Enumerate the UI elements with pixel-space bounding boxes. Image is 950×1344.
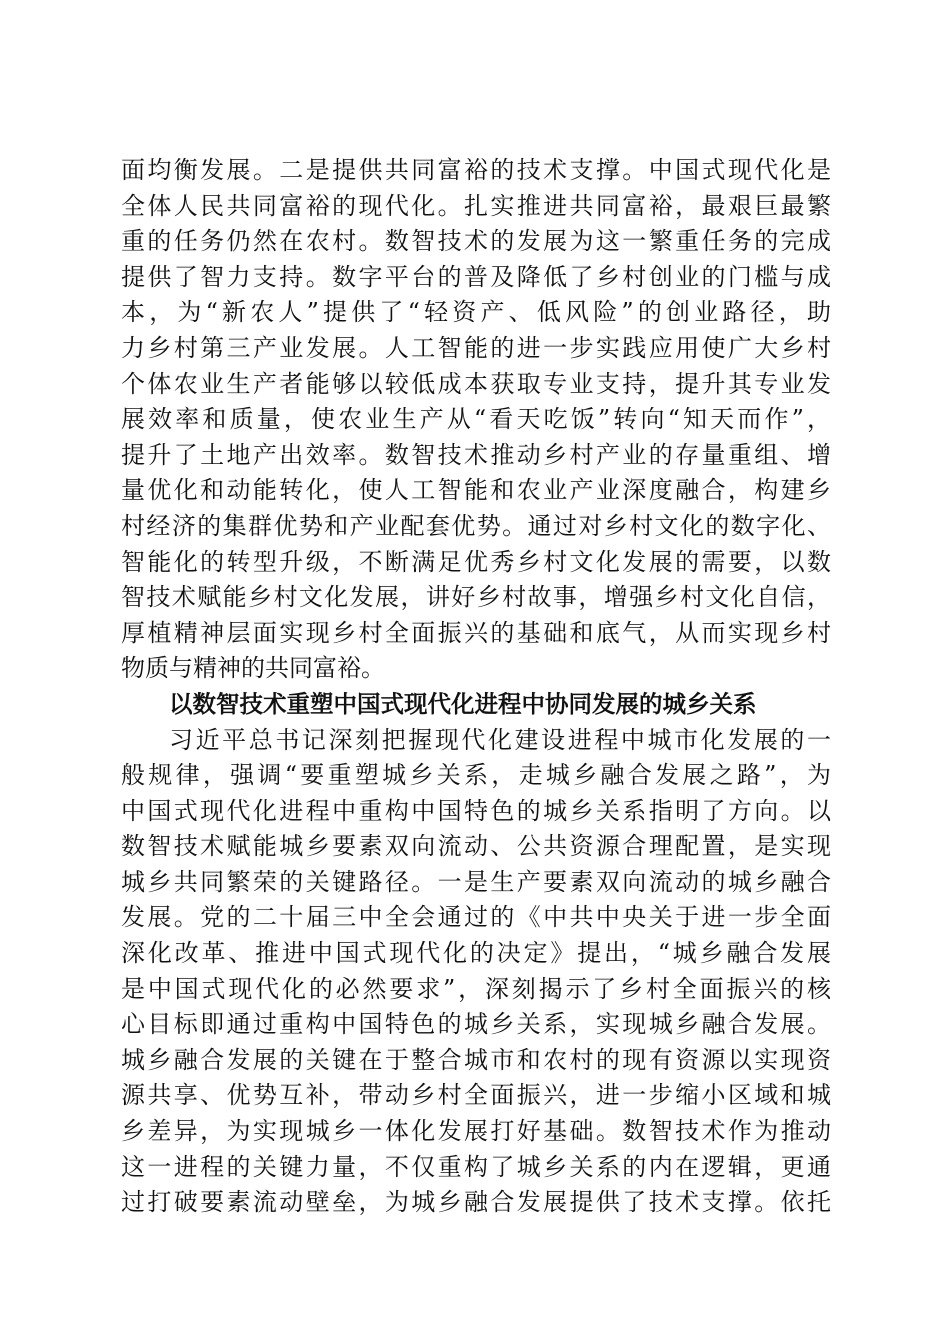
paragraph-line: 量优化和动能转化，使人工智能和农业产业深度融合，构建乡 <box>121 476 831 505</box>
paragraph-line: 中国式现代化进程中重构中国特色的城乡关系指明了方向。以 <box>121 796 831 825</box>
paragraph-line: 这一进程的关键力量，不仅重构了城乡关系的内在逻辑，更通 <box>121 1152 831 1181</box>
paragraph-line: 个体农业生产者能够以较低成本获取专业支持，提升其专业发 <box>121 369 831 398</box>
paragraph-2 <box>121 723 831 1221</box>
paragraph-line: 数智技术赋能城乡要素双向流动、公共资源合理配置，是实现 <box>121 832 831 861</box>
paragraph-line: 重的任务仍然在农村。数智技术的发展为这一繁重任务的完成 <box>121 227 831 256</box>
paragraph-line: 城乡融合发展的关键在于整合城市和农村的现有资源以实现资 <box>121 1045 831 1074</box>
paragraph-line: 心目标即通过重构中国特色的城乡关系，实现城乡融合发展。 <box>121 1010 831 1039</box>
paragraph-line: 城乡共同繁荣的关键路径。一是生产要素双向流动的城乡融合 <box>121 867 831 896</box>
paragraph-line: 展效率和质量，使农业生产从“看天吃饭”转向“知天而作”， <box>121 405 831 434</box>
paragraph-line: 是中国式现代化的必然要求”，深刻揭示了乡村全面振兴的核 <box>121 974 831 1003</box>
paragraph-line: 智技术赋能乡村文化发展，讲好乡村故事，增强乡村文化自信， <box>121 583 831 612</box>
paragraph-1 <box>121 153 831 687</box>
document-body <box>121 153 831 1221</box>
paragraph-line: 村经济的集群优势和产业配套优势。通过对乡村文化的数字化、 <box>121 511 831 540</box>
paragraph-line: 提供了智力支持。数字平台的普及降低了乡村创业的门槛与成 <box>121 262 831 291</box>
paragraph-line: 习近平总书记深刻把握现代化建设进程中城市化发展的一 <box>169 725 831 754</box>
paragraph-line: 般规律，强调“要重塑城乡关系，走城乡融合发展之路”，为 <box>121 761 831 790</box>
paragraph-line: 全体人民共同富裕的现代化。扎实推进共同富裕，最艰巨最繁 <box>121 191 831 220</box>
paragraph-line: 力乡村第三产业发展。人工智能的进一步实践应用使广大乡村 <box>121 333 831 362</box>
paragraph-line: 面均衡发展。二是提供共同富裕的技术支撑。中国式现代化是 <box>121 156 831 184</box>
paragraph-line: 智能化的转型升级，不断满足优秀乡村文化发展的需要，以数 <box>121 547 831 576</box>
paragraph-line: 物质与精神的共同富裕。 <box>121 654 385 683</box>
paragraph-line: 本，为“新农人”提供了“轻资产、低风险”的创业路径，助 <box>121 298 831 327</box>
paragraph-line: 发展。党的二十届三中全会通过的《中共中央关于进一步全面 <box>121 903 831 932</box>
paragraph-line: 提升了土地产出效率。数智技术推动乡村产业的存量重组、增 <box>121 440 831 469</box>
section-heading: 以数智技术重塑中国式现代化进程中协同发展的城乡关系 <box>169 689 757 718</box>
paragraph-line: 过打破要素流动壁垒，为城乡融合发展提供了技术支撑。依托 <box>121 1188 831 1217</box>
paragraph-line: 深化改革、推进中国式现代化的决定》提出，“城乡融合发展 <box>121 939 831 968</box>
paragraph-line: 乡差异，为实现城乡一体化发展打好基础。数智技术作为推动 <box>121 1117 831 1146</box>
paragraph-line: 源共享、优势互补，带动乡村全面振兴，进一步缩小区域和城 <box>121 1081 831 1110</box>
paragraph-line: 厚植精神层面实现乡村全面振兴的基础和底气，从而实现乡村 <box>121 618 831 647</box>
